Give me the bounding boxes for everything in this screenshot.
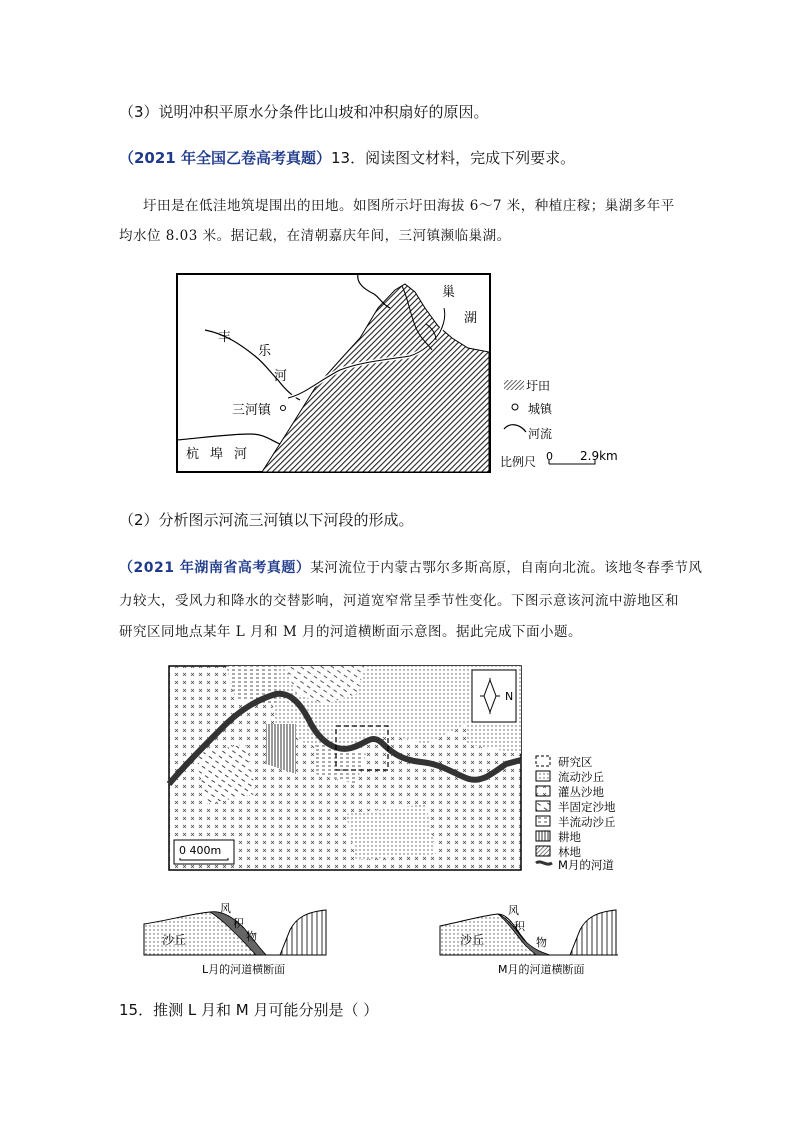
label-sanhe-town: 三河镇 xyxy=(232,403,272,418)
legend-river: 河流 xyxy=(528,427,553,441)
passage-1-line-1: 圩田是在低洼地筑堤围出的田地。如图所示圩田海拔 6～7 米，种植庄稼；巢湖多年平 xyxy=(143,198,675,214)
legend-swatch-shrub xyxy=(536,786,550,796)
legend-swatch-mobile-dune xyxy=(536,771,550,781)
legend-weitian: 圩田 xyxy=(526,379,551,393)
hunan-source-tag: （2021 年湖南省高考真题） xyxy=(119,560,311,576)
legend-swatch-semi-mobile xyxy=(536,816,550,826)
question-13-text: 13．阅读图文材料，完成下列要求。 xyxy=(330,149,576,167)
l-feng-label: 风 xyxy=(220,902,231,915)
m-wu-label: 物 xyxy=(536,936,547,949)
legend-semi-mobile: 半流动沙丘 xyxy=(558,815,616,829)
legend-mobile-dune: 流动沙丘 xyxy=(558,770,604,784)
sanhe-town-marker xyxy=(281,406,286,411)
legend-town: 城镇 xyxy=(528,402,553,416)
legend-swatch-farmland xyxy=(536,831,550,841)
river-landuse-map xyxy=(166,664,636,874)
river-legend-icon xyxy=(504,425,526,432)
legend-semi-fixed: 半固定沙地 xyxy=(558,800,616,814)
legend-swatch-study xyxy=(536,756,550,766)
hunan-line-3: 研究区同地点某年 L 月和 M 月的河道横断面示意图。据此完成下面小题。 xyxy=(119,624,582,640)
weitian-map xyxy=(170,268,630,480)
l-ji-label: 积 xyxy=(233,917,244,930)
m-ji-label: 积 xyxy=(514,920,525,933)
cross-sections xyxy=(140,900,620,982)
weitian-legend-swatch xyxy=(504,380,524,390)
legend-scale-dist: 2.9km xyxy=(580,449,618,463)
legend-scale-label: 比例尺 xyxy=(500,455,537,469)
l-dune-label: 沙丘 xyxy=(162,933,187,947)
question-13 xyxy=(119,147,575,168)
town-legend-icon xyxy=(512,404,518,410)
hunan-line-1 xyxy=(119,556,702,577)
section-l-month xyxy=(144,902,326,976)
question-15: 15．推测 L 月和 M 月可能分别是（ ） xyxy=(119,1001,379,1019)
legend-forest: 林地 xyxy=(558,845,581,859)
legend-farmland: 耕地 xyxy=(558,830,581,844)
label-hang: 杭 xyxy=(186,447,200,462)
map2-scale: 0 400m xyxy=(179,844,222,857)
label-hang-he: 河 xyxy=(234,447,248,462)
l-caption: L月的河道横断面 xyxy=(202,963,286,976)
hunan-line-1-text: 某河流位于内蒙古鄂尔多斯高原，自南向北流。该地冬春季节风 xyxy=(310,560,703,576)
label-le: 乐 xyxy=(258,344,272,359)
hunan-line-2: 力较大，受风力和降水的交替影响，河道宽窄常呈季节性变化。下图示意该河流中游地区和 xyxy=(119,593,679,609)
legend-shrub-sand: 灌丛沙地 xyxy=(558,785,604,799)
north-arrow-label: N xyxy=(505,690,514,703)
question-2: （2）分析图示河流三河镇以下河段的形成。 xyxy=(119,511,414,529)
label-he: 河 xyxy=(274,369,288,384)
legend-swatch-forest xyxy=(536,846,550,856)
passage-1-line-2: 均水位 8.03 米。据记载，在清朝嘉庆年间，三河镇濒临巢湖。 xyxy=(119,228,511,244)
label-hu: 湖 xyxy=(464,311,478,326)
l-wu-label: 物 xyxy=(246,930,257,943)
legend-swatch-m-river xyxy=(536,862,552,864)
label-feng: 丰 xyxy=(218,330,232,345)
legend-swatch-semi-fixed xyxy=(536,801,550,811)
label-bu: 埠 xyxy=(210,447,224,462)
source-tag: （2021 年全国乙卷高考真题） xyxy=(119,149,331,167)
legend-m-river: M月的河道 xyxy=(558,858,614,872)
m-dune-label: 沙丘 xyxy=(460,933,485,947)
question-3: （3）说明冲积平原水分条件比山坡和冲积扇好的原因。 xyxy=(119,103,489,121)
m-feng-label: 风 xyxy=(508,904,519,917)
section-m-month xyxy=(440,904,618,976)
legend-scale-zero: 0 xyxy=(546,450,553,463)
m-caption: M月的河道横断面 xyxy=(498,963,585,976)
legend-study-area: 研究区 xyxy=(558,755,593,769)
label-chao: 巢 xyxy=(442,285,456,300)
